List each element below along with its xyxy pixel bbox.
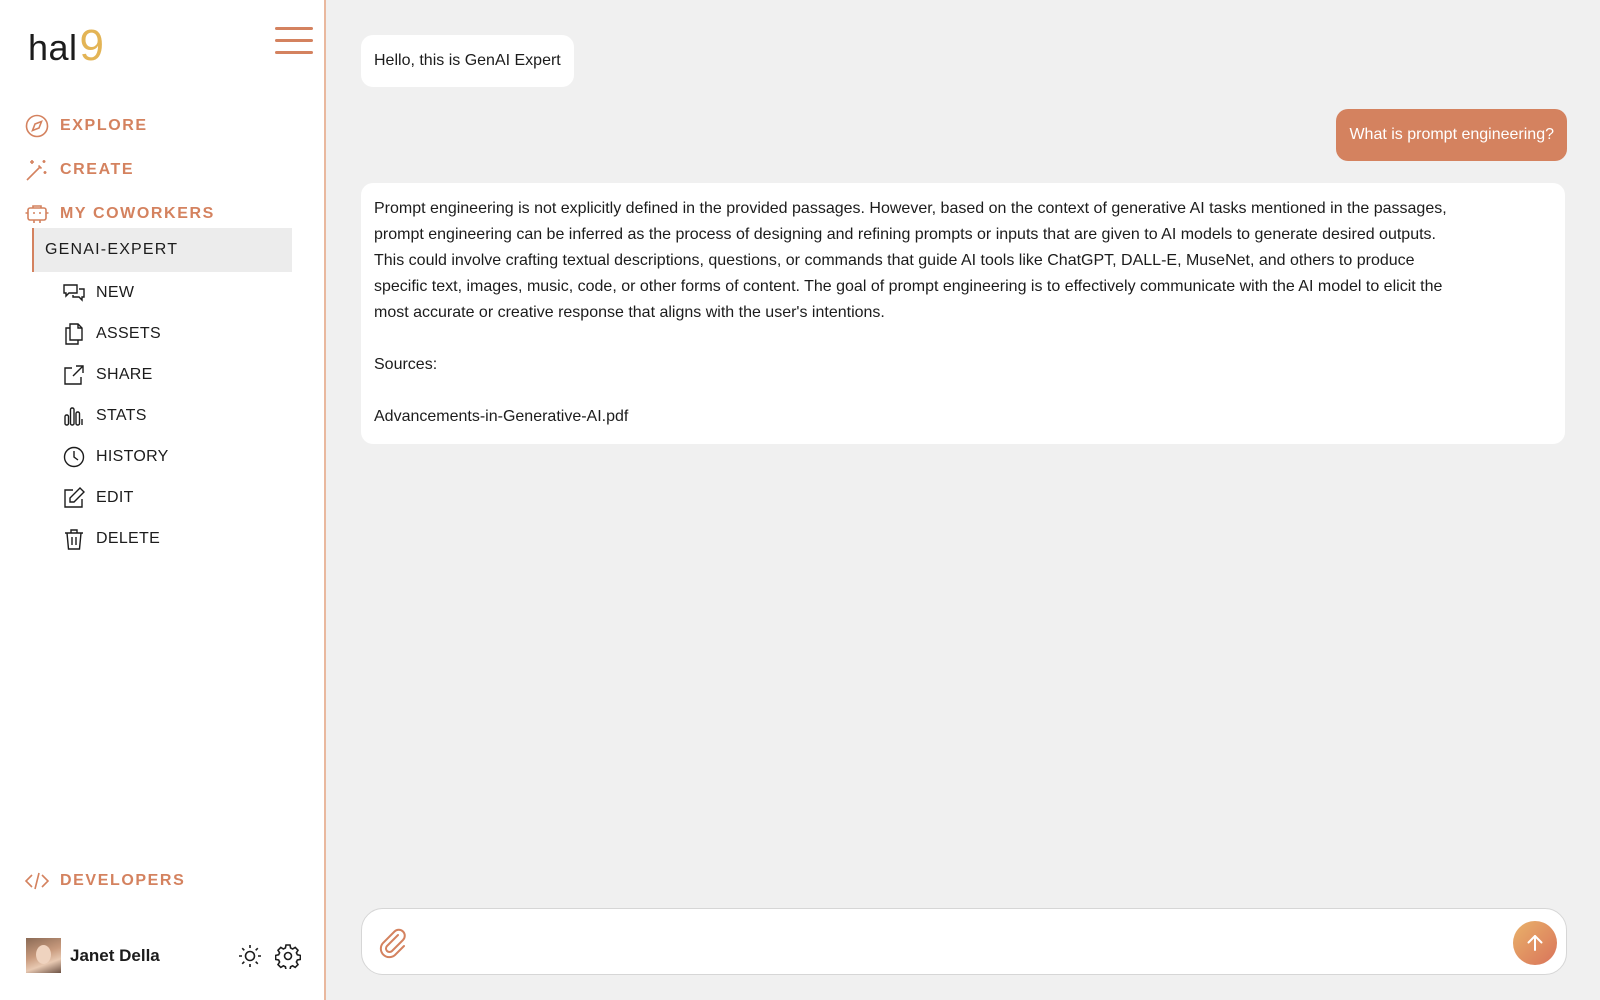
assistant-greeting-bubble [361,35,574,87]
chat-bubbles-icon [62,281,86,305]
nav-item-label: CREATE [60,161,135,178]
logo-text: hal [28,27,78,68]
source-file: Advancements-in-Generative-AI.pdf [374,408,629,425]
message-input[interactable] [424,919,1494,965]
nav-item-explore[interactable] [24,104,215,148]
sub-item-history[interactable] [62,436,169,477]
sub-item-new[interactable] [62,272,169,313]
nav-item-label: EXPLORE [60,117,148,134]
bar-chart-icon [62,404,86,428]
user-name: Janet Della [70,945,160,965]
answer-line: specific text, images, music, code, or other forms of content. The goal of prompt engineering is to effectively communicate with the AI model to elicit the [374,278,1443,295]
sun-icon[interactable] [237,943,263,969]
edit-icon [62,486,86,510]
send-button[interactable] [1513,921,1557,965]
avatar [26,938,61,973]
sidebar [0,0,326,1000]
compass-icon [24,113,50,139]
paperclip-icon[interactable] [376,926,410,960]
documents-icon [62,322,86,346]
sub-item-label: HISTORY [96,447,169,465]
nav-item-create[interactable] [24,148,215,192]
answer-line: most accurate or creative response that aligns with the user's intentions. [374,304,885,321]
share-icon [62,363,86,387]
answer-line: This could involve crafting textual descriptions, questions, or commands that guide AI tools like ChatGPT, DALL-E, MuseNet, and others to produce [374,252,1415,269]
greeting-text: Hello, this is GenAI Expert [374,52,561,69]
gear-icon[interactable] [275,943,301,969]
nav-item-label: MY COWORKERS [60,205,215,222]
sub-item-label: STATS [96,406,147,424]
sub-item-delete[interactable] [62,518,169,559]
sub-item-stats[interactable] [62,395,169,436]
sub-item-label: ASSETS [96,324,161,342]
coworker-label: GENAI-EXPERT [45,241,179,258]
hal9-logo[interactable] [28,21,105,70]
user-message-text: What is prompt engineering? [1349,126,1554,143]
sub-item-label: DELETE [96,529,161,547]
sub-item-label: SHARE [96,365,153,383]
sub-item-label: EDIT [96,488,134,506]
sub-item-edit[interactable] [62,477,169,518]
robot-icon [24,201,50,227]
code-icon [24,868,50,894]
answer-line: Prompt engineering is not explicitly defined in the provided passages. However, based on the context of generative AI tasks mentioned in the passages, [374,200,1447,217]
answer-line: prompt engineering can be inferred as the process of designing and refining prompts or inputs that are given to AI models to generate desired outputs. [374,226,1436,243]
sub-item-share[interactable] [62,354,169,395]
coworker-item-genai-expert[interactable] [32,228,292,272]
clock-icon [62,445,86,469]
sub-item-assets[interactable] [62,313,169,354]
sources-label: Sources: [374,356,438,373]
message-composer [361,908,1567,975]
trash-icon [62,527,86,551]
assistant-answer-bubble [361,183,1565,444]
sub-item-label: NEW [96,283,135,301]
menu-icon[interactable] [275,27,313,55]
magic-wand-icon [24,157,50,183]
user-message-bubble [1336,109,1567,161]
user-profile[interactable] [26,938,160,973]
main-nav [24,104,215,236]
logo-digit: 9 [79,21,105,70]
nav-item-developers[interactable] [24,868,185,894]
chat-area [328,0,1600,1000]
coworker-actions [62,272,169,559]
arrow-up-icon [1524,932,1546,954]
nav-item-label: DEVELOPERS [60,872,186,889]
